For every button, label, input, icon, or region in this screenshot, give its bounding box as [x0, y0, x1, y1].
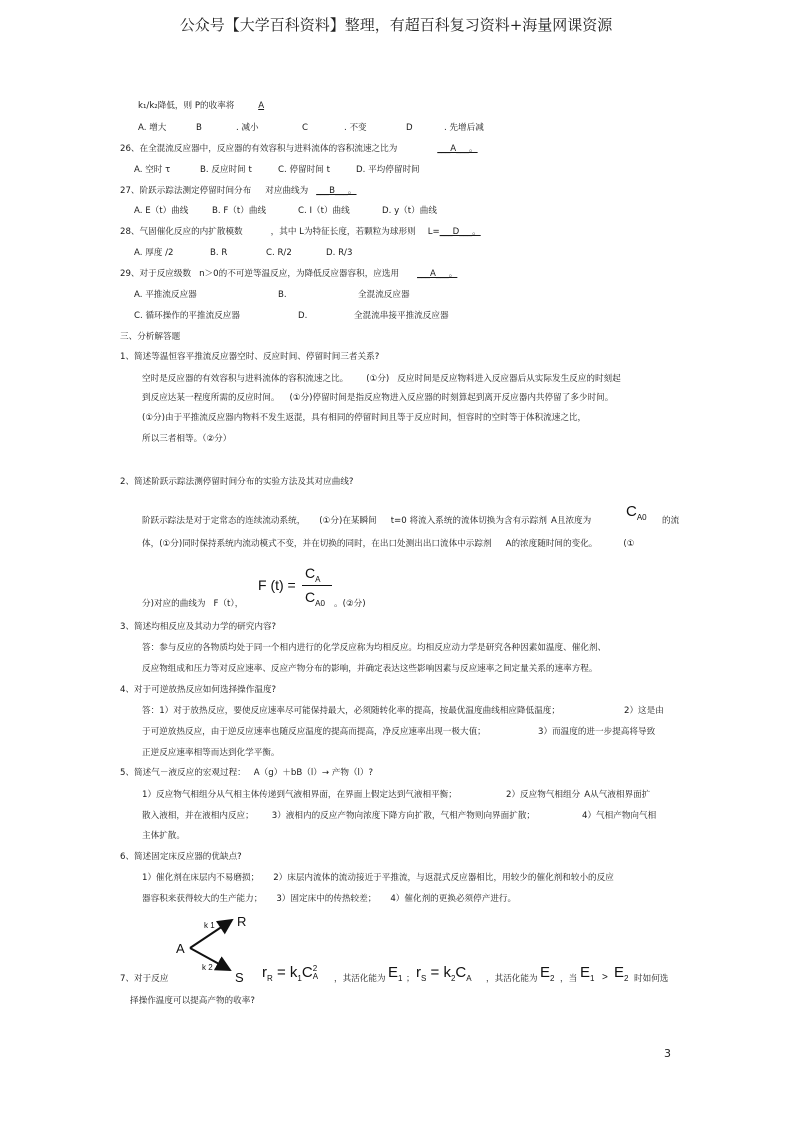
q25-option-b: B [196, 123, 202, 133]
page-header: 公众号【大学百科资料】整理，有超百科复习资料+海量网课资源 [179, 16, 613, 34]
q27-option-d: D. y（t）曲线 [382, 206, 437, 216]
q27-stem: 27、阶跃示踪法测定停留时间分布 对应曲线为 ___B___。 [120, 186, 357, 196]
q28-option-a: A. 厚度 /2 [134, 248, 174, 258]
a6-question: 6、简述固定床反应器的优缺点? [120, 852, 242, 862]
a3-line2: 反应物组成和压力等对反应速率、反应产物分布的影响，并确定表达这些影响因素与反应速率之间定量关系的速率方程。 [142, 664, 598, 674]
ft-lhs: F (t) = [258, 577, 296, 593]
a2-line3-tail: 。(②分) [334, 599, 366, 609]
q26-answer: ___A___。 [437, 144, 478, 154]
q29-option-b: B. [278, 290, 287, 300]
q25-option-d-text: . 先增后减 [444, 123, 484, 133]
a3-question: 3、简述均相反应及其动力学的研究内容? [120, 622, 277, 632]
ft-denominator: $C_{A0}$ [305, 589, 325, 608]
q29-option-b-text: 全混流反应器 [358, 290, 410, 300]
a1-line2: 到反应达某一程度所需的反应时间。 (①分)停留时间是指反应物进入反应器的时刻算起到离开反应器内共停留了多少时间。 [142, 393, 614, 403]
e1-symbol: $E_1$ [388, 964, 403, 983]
q25-answer: A [258, 101, 265, 111]
a5-line1: 1）反应物气相组分从气相主体传递到气液相界面，在界面上假定达到气液相平衡； [142, 790, 457, 800]
q25-option-c-text: . 不变 [344, 123, 367, 133]
q29-option-d: D. [298, 311, 308, 321]
rate-s-equation: $r_S = k_2C_A$ [416, 964, 472, 983]
a3-line1: 答：参与反应的各物质均处于同一个相内进行的化学反应称为均相反应。均相反应动力学是研究各种因素如温度、催化剂、 [142, 643, 607, 653]
rate-r-equation: $r_R = k_1C$ 2 A [262, 964, 319, 983]
q25-option-c: C [302, 123, 309, 133]
e2-compare: $E_2$ [614, 964, 629, 983]
a4-question: 4、对于可逆放热反应如何选择操作温度? [120, 685, 277, 695]
reaction-scheme-diagram [170, 908, 260, 984]
a4-line1-tail: 2）这是由 [624, 706, 664, 716]
a4-line3: 正逆反应速率相等而达到化学平衡。 [142, 748, 280, 758]
a5-line2: 散入液相，并在液相内反应； 3）液相内的反应产物向浓度下降方向扩散，气相产物则向界面扩散； [142, 811, 536, 821]
a2-line1-tail: 的流 [662, 516, 680, 526]
a7-mid1: ，其活化能为 [334, 974, 386, 984]
q28-option-c: C. R/2 [266, 248, 292, 258]
a2-line2: 体，(①分)同时保持系统内流动模式不变，并在切换的同时，在出口处测出出口流体中示踪剂 A的浓度随时间的变化。 (① [142, 539, 635, 549]
a5-line2-tail: 4）气相产物向气相 [582, 811, 657, 821]
a1-line1: 空时是反应器的有效容积与进料流体的容积流速之比。 (①分) 反应时间是反应物料进入反应器后从实际发生反应的时刻起 [142, 374, 621, 384]
q26-option-a: A. 空时 τ [134, 165, 171, 175]
ft-numerator: $C_A$ [305, 565, 321, 584]
ft-fraction-bar [302, 585, 332, 586]
q28-stem: 28、气固催化反应的内扩散模数 ，其中 L为特征长度，若颗粒为球形则 L=___D___。 [120, 227, 481, 237]
section-title: 三、分析解答题 [120, 332, 181, 342]
q26-option-c: C. 停留时间 t [278, 165, 330, 175]
e2-symbol: $E_2$ [540, 964, 555, 983]
k1-label: k 1 [204, 921, 215, 930]
q28-option-d: D. R/3 [326, 248, 353, 258]
page-number: 3 [664, 1047, 671, 1060]
q29-answer: ___A___。 [417, 269, 458, 279]
a7-line2: 择操作温度可以提高产物的收率? [130, 996, 255, 1006]
species-s: S [235, 970, 244, 984]
q27-option-a: A. E（t）曲线 [134, 206, 189, 216]
q26-option-d: D. 平均停留时间 [356, 165, 420, 175]
a2-question: 2、简述阶跃示踪法测停留时间分布的实验方法及其对应曲线? [120, 477, 354, 487]
a1-question: 1、简述等温恒容平推流反应器空时、反应时间、停留时间三者关系? [120, 352, 380, 362]
a7-tail: 时如何选 [634, 974, 669, 984]
a7-semicolon: ； [406, 974, 415, 984]
a1-line4: 所以三者相等。（②分） [142, 434, 232, 444]
species-r: R [237, 914, 247, 929]
a7-when: ，当 [560, 974, 578, 984]
ca0-symbol: $C_{A0}$ [626, 503, 647, 522]
q29-option-d-text: 全混流串接平推流反应器 [354, 311, 449, 321]
q25-option-a: A. 增大 [138, 123, 167, 133]
a5-question: 5、简述气－液反应的宏观过程： A（g）＋bB（l）→ 产物（l）? [120, 768, 374, 778]
q29-stem: 29、对于反应级数 n＞0的不可逆等温反应，为降低反应器容积，应选用 ___A___。 [120, 269, 458, 279]
q25-option-d: D [406, 123, 413, 133]
q26-option-b: B. 反应时间 t [200, 165, 252, 175]
a4-line1: 答：1）对于放热反应，要使反应速率尽可能保持最大，必须随转化率的提高，按最优温度曲线相应降低温度； [142, 706, 560, 716]
q27-answer: ___B___。 [316, 186, 357, 196]
a4-line2: 于可逆放热反应，由于逆反应速率也随反应温度的提高而提高，净反应速率出现一极大值； [142, 727, 486, 737]
q25-option-b-text: . 减小 [236, 123, 259, 133]
q28-answer: ___D___。 [439, 227, 481, 237]
k2-label: k 2 [202, 963, 213, 972]
a6-line1: 1）催化剂在床层内不易磨损； 2）床层内流体的流动接近于平推流，与返混式反应器相比，用较少的催化剂和较小的反应 [142, 873, 614, 883]
q27-option-c: C. I（t）曲线 [298, 206, 350, 216]
greater-than: > [602, 972, 608, 983]
q25-stem: k₁/k₂降低，则 P的收率将 A [138, 101, 285, 112]
q27-option-b: B. F（t）曲线 [212, 206, 267, 216]
q29-option-a: A. 平推流反应器 [134, 290, 197, 300]
a2-line3: 分)对应的曲线为 F（t）， [142, 599, 244, 609]
a1-line3: (①分)由于平推流反应器内物料不发生返混，具有相同的停留时间且等于反应时间，恒容时的空时等于体积流速之比， [142, 413, 587, 423]
a7-prefix: 7、对于反应 [120, 974, 169, 984]
a5-line3: 主体扩散。 [142, 831, 185, 841]
q28-option-b: B. R [210, 248, 228, 258]
q26-stem: 26、在全混流反应器中，反应器的有效容积与进料流体的容积流速之比为 ___A___。 [120, 144, 478, 154]
a5-line1-mid: 2）反应物气相组分 A从气液相界面扩 [506, 790, 651, 800]
a4-line2-tail: 3）而温度的进一步提高将导致 [538, 727, 656, 737]
a6-line2: 器容积来获得较大的生产能力； 3）固定床中的传热较差； 4）催化剂的更换必须停产进行。 [142, 894, 517, 904]
e1-compare: $E_1$ [580, 964, 595, 983]
species-a: A [176, 941, 185, 956]
a2-line1: 阶跃示踪法是对于定常态的连续流动系统， (①分)在某瞬间 t=0 将流入系统的流体切换为含有示踪剂 A且浓度为 [142, 516, 592, 526]
q29-option-c: C. 循环操作的平推流反应器 [134, 311, 240, 321]
a7-mid2: ，其活化能为 [486, 974, 538, 984]
